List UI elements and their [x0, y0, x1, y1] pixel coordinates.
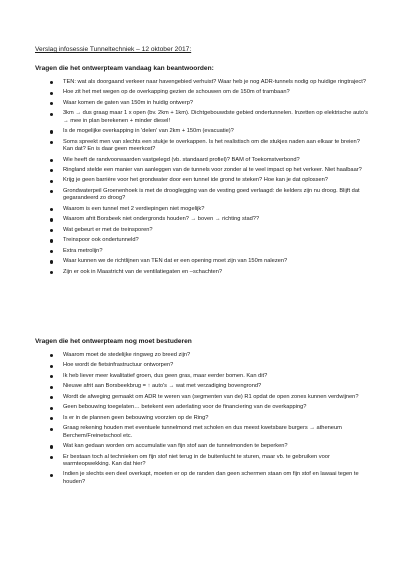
- bullet-icon: [50, 386, 53, 389]
- question-list: [35, 352, 370, 486]
- list-item: Treinspoor ook ondertunneld?: [35, 237, 370, 244]
- report-header: Verslag infosessie Tunneltechniek – 12 oktober 2017:: [35, 46, 192, 53]
- list-item: Waar komen de gaten van 150m in huidig ontwerp?: [35, 100, 370, 107]
- list-item: Wie heeft de randvoorwaarden vastgelegd (vb. standaard profiel)? BAM of Toekomstverbond?: [35, 157, 370, 164]
- list-item: Wordt de afweging gemaakt om ADR te weren van (segmenten van de) R1 opdat de open zones kunnen verdwijnen?: [35, 394, 370, 401]
- bullet-icon: [50, 428, 53, 431]
- bullet-icon: [50, 180, 53, 183]
- bullet-icon: [50, 81, 53, 84]
- bullet-icon: [50, 456, 53, 459]
- list-item: Ringland stelde een manier van aanleggen van de tunnels voor zonder al te veel impact op het verkeer. Niet haalbaar?: [35, 167, 370, 174]
- list-item: Extra metrolijn?: [35, 248, 370, 255]
- bullet-icon: [50, 396, 53, 399]
- list-item: Is er in de plannen geen bebouwing voorzien op de Ring?: [35, 415, 370, 422]
- list-item: TEN: wat als doorgaand verkeer naar havengebied verhuist? Waar heb je nog ADR-tunnels nodig op huidige ringtraject?: [35, 79, 370, 86]
- list-item: Wat gebeurt er met de treinsporen?: [35, 227, 370, 234]
- list-item: Hoe wordt de fietsinfrastructuur ontworpen?: [35, 362, 370, 369]
- question-list: [35, 79, 370, 276]
- bullet-icon: [50, 445, 53, 448]
- list-item: Waarom afrit Borsbeek niet ondergronds houden? → boven → richting stad??: [35, 216, 370, 223]
- bullet-icon: [50, 218, 53, 221]
- list-item: Nieuwe afrit aan Borsbeekbrug = ↑ auto's → wat met verzadiging bovengrond?: [35, 383, 370, 390]
- list-item: Wat kan gedaan worden om accumulatie van fijn stof aan de tunnelmonden te beperken?: [35, 443, 370, 450]
- bullet-icon: [50, 354, 53, 357]
- bullet-icon: [50, 229, 53, 232]
- list-item: Waar kunnen we de richtlijnen van TEN dat er een opening moet zijn van 150m nalezen?: [35, 258, 370, 265]
- bullet-icon: [50, 102, 53, 105]
- section-title: Vragen die het ontwerpteam vandaag kan beantwoorden:: [35, 65, 214, 72]
- bullet-icon: [50, 271, 53, 274]
- list-item: Er bestaan toch al technieken om fijn stof niet terug in de buitenlucht te sturen, maar vb. te gebruiken voor warmteopwekking. Kan dat hier?: [35, 454, 370, 469]
- bullet-icon: [50, 417, 53, 420]
- bullet-icon: [50, 113, 53, 116]
- bullet-icon: [50, 208, 53, 211]
- list-item: Waarom moet de stedelijke ringweg zo breed zijn?: [35, 352, 370, 359]
- section-answerable-questions: [35, 64, 370, 279]
- list-item: Zijn er ook in Maastricht van de ventilatiegaten en –schachten?: [35, 269, 370, 276]
- list-item: Grondwaterpeil Groenenhoek is met de drooglegging van de vesting goed verlaagd: de kelders zijn nu droog. Blijft dat gegarandeerd zo droog?: [35, 188, 370, 203]
- list-item: Indien je slechts een deel overkapt, moeten er op de randen dan geen schermen staan om fijn stof en lawaai tegen te houden?: [35, 471, 370, 486]
- list-item: Waarom is een tunnel met 2 verdiepingen niet mogelijk?: [35, 206, 370, 213]
- bullet-icon: [50, 365, 53, 368]
- bullet-icon: [50, 474, 53, 477]
- bullet-icon: [50, 250, 53, 253]
- bullet-icon: [50, 92, 53, 95]
- list-item: Geen bebouwing toegelaten… betekent een aderlating voor de financiering van de overkapping?: [35, 404, 370, 411]
- section-title: Vragen die het ontwerpteam nog moet bestuderen: [35, 338, 192, 345]
- bullet-icon: [50, 169, 53, 172]
- list-item: Is de mogelijke overkapping in 'delen' van 2km + 150m (evacuatie)?: [35, 128, 370, 135]
- bullet-icon: [50, 190, 53, 193]
- bullet-icon: [50, 239, 53, 242]
- bullet-icon: [50, 375, 53, 378]
- bullet-icon: [50, 159, 53, 162]
- bullet-icon: [50, 130, 53, 133]
- bullet-icon: [50, 260, 53, 263]
- list-item: Graag rekening houden met eventuele tunnelmond met scholen en dus meest kwetsbare burgers → atheneum Berchem/Freinetschool etc.: [35, 425, 370, 440]
- list-item: Krijg je geen barrière voor het grondwater door een tunnel ide grond te steken? Hoe kan je dat oplossen?: [35, 177, 370, 184]
- section-to-study-questions: [35, 337, 370, 489]
- bullet-icon: [50, 407, 53, 410]
- bullet-icon: [50, 141, 53, 144]
- list-item: Hoe zit het met wegen op de overkapping gezien de schouwen om de 150m of trambaan?: [35, 89, 370, 96]
- list-item: Soms spreekt men van slechts een stukje te overkappen. Is het realistisch om die stukjes naden aan elkaar te breien? Kan dat? En is daar geen meerkost?: [35, 139, 370, 154]
- list-item: 3km → dus graag maar 1 x open (bv. 2km + 1km). Dichtgebouwdste gebied ondertunnelen. Inzetten op elektrische auto's → mee in plan berekenen + minder diesel!: [35, 110, 370, 125]
- list-item: Ik heb liever meer kwalitatief groen, dus geen gras, maar eerder bomen. Kan dit?: [35, 373, 370, 380]
